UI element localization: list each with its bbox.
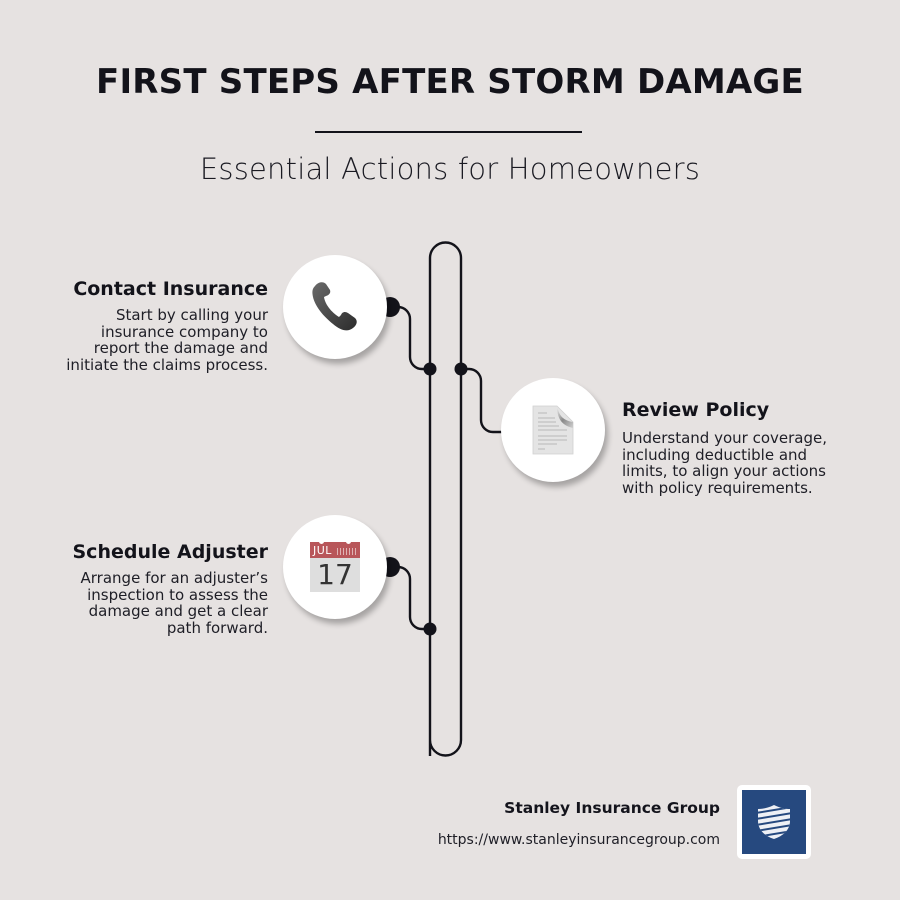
desc-line: with policy requirements.: [622, 478, 813, 497]
step-icon-circle-schedule: [283, 515, 387, 619]
step-desc-schedule: [81, 570, 268, 636]
step-desc-review: [622, 430, 827, 496]
calendar-icon: [310, 542, 360, 592]
desc-line: Start by calling your: [115, 306, 268, 324]
calendar-day: 17: [317, 558, 353, 591]
step-icon-circle-contact: [283, 255, 387, 359]
shield-icon: [756, 803, 792, 841]
step-title-schedule: Schedule Adjuster: [72, 541, 268, 563]
company-logo: [737, 785, 811, 859]
connector-2: [461, 369, 503, 432]
timeline-track: [430, 242, 461, 756]
desc-line: limits, to align your actions: [622, 462, 826, 480]
junction-dot-2: [455, 363, 468, 376]
desc-line: insurance company to: [100, 322, 268, 341]
desc-line: initiate the claims process.: [66, 355, 268, 374]
page-subtitle: Essential Actions for Homeowners: [199, 152, 701, 186]
desc-line: damage and get a clear: [88, 602, 268, 620]
junction-dot-3: [424, 623, 437, 636]
step-desc-contact: [66, 307, 268, 373]
document-icon: [529, 402, 577, 458]
desc-line: path forward.: [166, 618, 268, 637]
desc-line: inspection to assess the: [87, 585, 268, 604]
company-name: Stanley Insurance Group: [504, 799, 720, 817]
desc-line: Arrange for an adjuster’s: [80, 569, 268, 587]
connector-3: [390, 567, 430, 629]
logo-background: [742, 790, 806, 854]
phone-icon: [305, 277, 365, 337]
step-title-review: Review Policy: [622, 399, 770, 421]
step-title-contact: Contact Insurance: [73, 278, 268, 300]
company-url[interactable]: https://www.stanleyinsurancegroup.com: [437, 832, 720, 848]
desc-line: Understand your coverage,: [622, 429, 827, 447]
step-icon-circle-review: [501, 378, 605, 482]
desc-line: including deductible and: [622, 445, 808, 464]
desc-line: report the damage and: [93, 339, 268, 357]
connector-1: [390, 307, 430, 369]
calendar-month: JUL: [313, 544, 332, 557]
junction-dot-1: [424, 363, 437, 376]
page-title: FIRST STEPS AFTER STORM DAMAGE: [96, 62, 804, 102]
